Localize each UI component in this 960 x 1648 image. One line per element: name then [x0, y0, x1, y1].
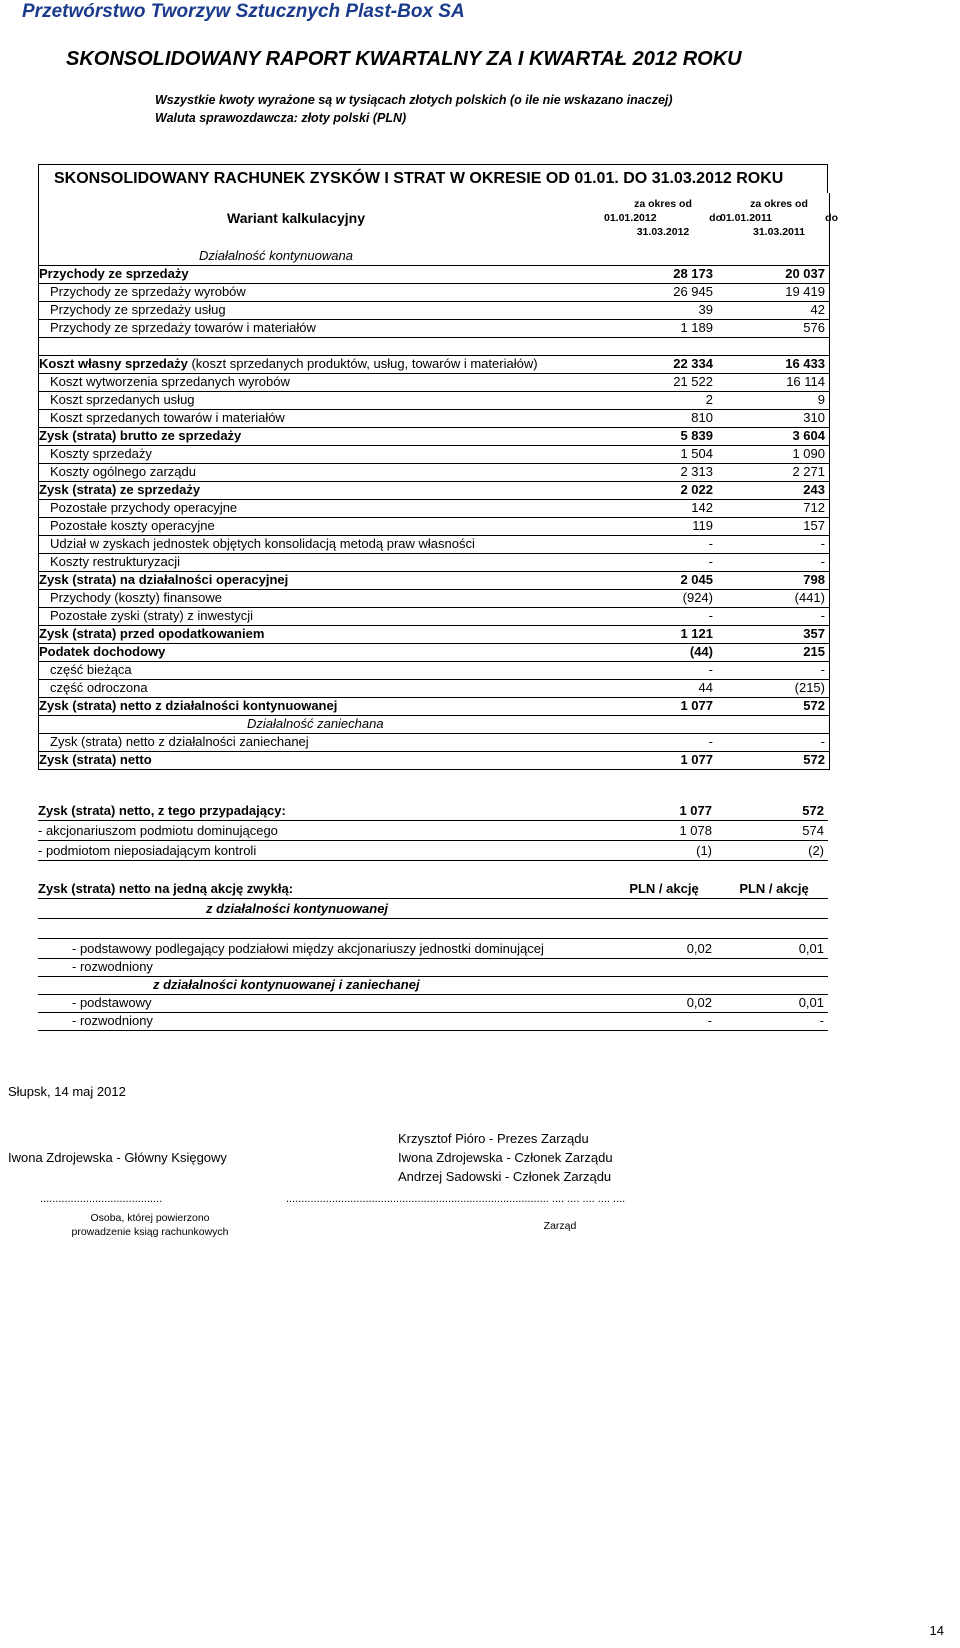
value-2011: 157	[803, 518, 825, 533]
caption-line: prowadzenie ksiąg rachunkowych	[71, 1226, 229, 1238]
value-2011: (2)	[808, 843, 824, 858]
value-2012: 1 504	[680, 446, 713, 461]
row-label	[39, 571, 288, 589]
row-label-text: Zysk (strata) ze sprzedaży	[39, 482, 201, 497]
row-label	[50, 607, 253, 625]
attribution-row	[38, 802, 828, 821]
table-row	[38, 625, 830, 644]
signature-line-board: ...................................................................................... .... .... .... .... ....	[286, 1193, 626, 1205]
value-2011: 572	[802, 803, 824, 818]
value-2012: 39	[698, 302, 713, 317]
row-label-text: Podatek dochodowy	[39, 644, 166, 659]
value-2012: -	[708, 734, 713, 749]
row-label: - akcjonariuszom podmiotu dominującego	[38, 823, 278, 838]
table-header	[38, 193, 838, 247]
value-2012: 2	[705, 392, 713, 407]
row-label: - podmiotom nieposiadającym kontroli	[38, 843, 257, 858]
period-from	[720, 211, 838, 225]
row-label-text: Pozostałe przychody operacyjne	[50, 500, 238, 515]
value-2011: 0,01	[798, 995, 824, 1010]
table-row	[38, 247, 830, 266]
value-2012: 1 077	[680, 698, 713, 713]
row-label	[39, 481, 200, 499]
table-row	[38, 733, 830, 752]
row-label	[39, 751, 152, 769]
row-label-text: Pozostałe zyski (straty) z inwestycji	[50, 608, 253, 623]
value-2012: (44)	[689, 644, 713, 659]
row-label-text: Koszt własny sprzedaży	[39, 356, 188, 371]
table-row	[38, 643, 830, 662]
table-row	[38, 607, 830, 626]
value-2011: 19 419	[785, 284, 825, 299]
period-start: 01.01.2012	[604, 212, 657, 224]
blank-row	[38, 337, 830, 356]
eps-row	[38, 958, 828, 977]
period-from	[604, 211, 722, 225]
table-row	[38, 535, 830, 554]
value-2011: -	[820, 554, 825, 569]
value-2012: 119	[692, 518, 713, 533]
row-label-text: Zysk (strata) na działalności operacyjnej	[39, 572, 289, 587]
row-label	[39, 625, 264, 643]
value-2012: 2 045	[680, 572, 713, 587]
blank-row	[38, 920, 828, 939]
period-to: do	[709, 212, 722, 224]
row-label-text: Koszty restrukturyzacji	[50, 554, 181, 569]
value-2011: 9	[817, 392, 825, 407]
table-row	[38, 427, 830, 446]
row-label: - podstawowy podlegający podziałowi między akcjonariuszy jednostki dominującej	[72, 941, 544, 956]
value-2012: 0,02	[686, 941, 712, 956]
value-2012: 28 173	[673, 266, 713, 281]
value-2011: -	[819, 1013, 824, 1028]
row-label-text: Zysk (strata) brutto ze sprzedaży	[39, 428, 242, 443]
report-title: SKONSOLIDOWANY RAPORT KWARTALNY ZA I KWARTAŁ 2012 ROKU	[66, 48, 742, 70]
row-label	[50, 661, 132, 679]
value-2011: 16 433	[785, 356, 825, 371]
value-2011: 42	[810, 302, 825, 317]
value-2012: 44	[698, 680, 713, 695]
value-2011: -	[820, 536, 825, 551]
value-2011: (441)	[794, 590, 825, 605]
row-label-text: część odroczona	[50, 680, 148, 695]
row-label-text: część bieżąca	[50, 662, 132, 677]
value-2012: 2 313	[680, 464, 713, 479]
value-2011: 357	[803, 626, 825, 641]
value-2011: 2 271	[792, 464, 825, 479]
row-label-text: Koszty ogólnego zarządu	[50, 464, 196, 479]
board-caption: Zarząd	[543, 1220, 577, 1232]
place-and-date: Słupsk, 14 maj 2012	[8, 1084, 126, 1099]
eps-title: Zysk (strata) netto na jedną akcję zwykłą:	[38, 881, 294, 896]
row-label	[50, 319, 316, 337]
value-2011: 20 037	[785, 266, 825, 281]
table-row	[38, 517, 830, 536]
row-label	[39, 427, 241, 445]
row-label-text: Przychody ze sprzedaży wyrobów	[50, 284, 246, 299]
row-label: - rozwodniony	[72, 1013, 153, 1028]
row-label-text: Koszty sprzedaży	[50, 446, 152, 461]
row-label-text: Zysk (strata) przed opodatkowaniem	[39, 626, 265, 641]
row-label	[39, 265, 189, 283]
value-2012: (1)	[696, 843, 712, 858]
table-row	[38, 283, 830, 302]
row-label	[50, 553, 180, 571]
value-2012: 1 189	[680, 320, 713, 335]
eps-unit-2012: PLN / akcję	[629, 881, 699, 896]
row-label	[39, 697, 337, 715]
table-row	[38, 409, 830, 428]
value-2012: 142	[691, 500, 713, 515]
eps-row	[38, 1012, 828, 1031]
table-row	[38, 571, 830, 590]
table-row	[38, 319, 830, 338]
table-row	[38, 553, 830, 572]
value-2012: 26 945	[673, 284, 713, 299]
table-row	[38, 481, 830, 500]
row-label-text: Pozostałe koszty operacyjne	[50, 518, 215, 533]
value-2012: 1 078	[679, 823, 712, 838]
row-label-text: Zysk (strata) netto z działalności zaniechanej	[50, 734, 309, 749]
value-2012: 1 077	[680, 752, 713, 767]
value-2012: -	[707, 1013, 712, 1028]
row-label	[50, 589, 222, 607]
value-2012: 2 022	[680, 482, 713, 497]
period-2011-header	[720, 197, 838, 239]
accountant-caption	[40, 1211, 260, 1239]
eps-row	[38, 940, 828, 959]
attribution-row	[38, 842, 828, 861]
value-2011: 572	[803, 752, 825, 767]
chief-accountant: Iwona Zdrojewska - Główny Księgowy	[8, 1150, 227, 1165]
value-2012: 0,02	[686, 995, 712, 1010]
period-end: 31.03.2011	[753, 226, 805, 238]
value-2012: 22 334	[673, 356, 713, 371]
table-row	[38, 265, 830, 284]
board-member-2: Andrzej Sadowski - Członek Zarządu	[398, 1169, 612, 1184]
row-label	[50, 499, 237, 517]
variant-label: Wariant kalkulacyjny	[227, 210, 365, 226]
value-2011: -	[820, 608, 825, 623]
page-number: 14	[929, 1623, 944, 1638]
value-2012: -	[708, 536, 713, 551]
row-label	[50, 391, 195, 409]
row-label	[247, 715, 384, 733]
row-label-text: Koszt sprzedanych usług	[50, 392, 195, 407]
value-2011: 3 604	[792, 428, 825, 443]
row-label	[50, 373, 290, 391]
row-label	[50, 445, 152, 463]
board-member-1: Iwona Zdrojewska - Członek Zarządu	[398, 1150, 613, 1165]
board-member-president: Krzysztof Pióro - Prezes Zarządu	[398, 1131, 589, 1146]
period-label: za okres od	[634, 198, 692, 210]
row-label	[50, 301, 226, 319]
value-2012: 5 839	[680, 428, 713, 443]
table-row	[38, 715, 830, 734]
row-label-text: Przychody (koszty) finansowe	[50, 590, 222, 605]
row-label-text: Działalność zaniechana	[247, 716, 384, 731]
row-label-text: Przychody ze sprzedaży usług	[50, 302, 226, 317]
row-label	[50, 733, 309, 751]
eps-subheading-row	[38, 900, 828, 919]
eps-row	[38, 994, 828, 1013]
value-2012: 1 121	[680, 626, 713, 641]
currency-note: Waluta sprawozdawcza: złoty polski (PLN)	[155, 111, 407, 125]
table-row	[38, 499, 830, 518]
attribution-row	[38, 822, 828, 841]
value-2011: 572	[803, 698, 825, 713]
period-start: 01.01.2011	[720, 212, 772, 224]
value-2011: 310	[803, 410, 825, 425]
company-name: Przetwórstwo Tworzyw Sztucznych Plast-Box SA	[22, 1, 465, 22]
table-row	[38, 355, 830, 374]
table-row	[38, 373, 830, 392]
row-label	[199, 247, 353, 265]
period-to: do	[825, 212, 838, 224]
row-label	[39, 643, 165, 661]
row-label-text: Działalność kontynuowana	[199, 248, 353, 263]
table-row	[38, 301, 830, 320]
value-2012: -	[708, 554, 713, 569]
row-label-text: Zysk (strata) netto z działalności kontynuowanej	[39, 698, 338, 713]
table-row	[38, 445, 830, 464]
table-row	[38, 463, 830, 482]
value-2011: 576	[803, 320, 825, 335]
eps-subheading: z działalności kontynuowanej	[206, 901, 389, 916]
row-label	[50, 463, 196, 481]
period-end: 31.03.2012	[636, 226, 690, 238]
eps-unit-2011: PLN / akcję	[739, 881, 809, 896]
value-2011: (215)	[794, 680, 825, 695]
row-label-text: Zysk (strata) netto	[39, 752, 152, 767]
caption-line: Osoba, której powierzono	[90, 1212, 210, 1224]
value-2012: 21 522	[673, 374, 713, 389]
value-2011: -	[820, 734, 825, 749]
table-row	[38, 589, 830, 608]
value-2012: 810	[691, 410, 713, 425]
value-2012: -	[708, 608, 713, 623]
row-label	[50, 283, 246, 301]
value-2011: 0,01	[798, 941, 824, 956]
eps-subheading-row	[38, 976, 828, 995]
value-2012: (924)	[682, 590, 713, 605]
value-2012: -	[708, 662, 713, 677]
row-label-detail: (koszt sprzedanych produktów, usług, towarów i materiałów)	[187, 356, 538, 371]
table-row	[38, 391, 830, 410]
row-label-text: Przychody ze sprzedaży towarów i materiałów	[50, 320, 316, 335]
row-label-text: Przychody ze sprzedaży	[39, 266, 189, 281]
period-2012-header	[604, 197, 722, 239]
value-2011: 1 090	[792, 446, 825, 461]
value-2011: -	[820, 662, 825, 677]
value-2012: 1 077	[679, 803, 712, 818]
value-2011: 574	[802, 823, 824, 838]
row-label	[50, 517, 215, 535]
row-label: - podstawowy	[72, 995, 152, 1010]
eps-subheading: z działalności kontynuowanej i zaniechanej	[153, 977, 420, 992]
value-2011: 798	[803, 572, 825, 587]
table-row	[38, 751, 830, 770]
table-row	[38, 697, 830, 716]
amounts-note: Wszystkie kwoty wyrażone są w tysiącach złotych polskich (o ile nie wskazano inaczej)	[155, 93, 673, 107]
statement-title: SKONSOLIDOWANY RACHUNEK ZYSKÓW I STRAT W OKRESIE OD 01.01. DO 31.03.2012 ROKU	[38, 164, 828, 193]
row-label	[50, 679, 148, 697]
signature-line-accountant: ........................................	[40, 1193, 163, 1205]
value-2011: 712	[803, 500, 825, 515]
row-label: - rozwodniony	[72, 959, 153, 974]
value-2011: 243	[803, 482, 825, 497]
value-2011: 215	[803, 644, 825, 659]
row-label-text: Koszt sprzedanych towarów i materiałów	[50, 410, 285, 425]
period-label: za okres od	[750, 198, 808, 210]
row-label: Zysk (strata) netto, z tego przypadający:	[38, 803, 286, 818]
row-label-text: Koszt wytworzenia sprzedanych wyrobów	[50, 374, 290, 389]
row-label	[39, 355, 538, 373]
table-row	[38, 661, 830, 680]
table-row	[38, 679, 830, 698]
row-label-text: Udział w zyskach jednostek objętych konsolidacją metodą praw własności	[50, 536, 475, 551]
value-2011: 16 114	[786, 374, 825, 389]
row-label	[50, 535, 475, 553]
row-label	[50, 409, 285, 427]
eps-header-row	[38, 880, 828, 899]
